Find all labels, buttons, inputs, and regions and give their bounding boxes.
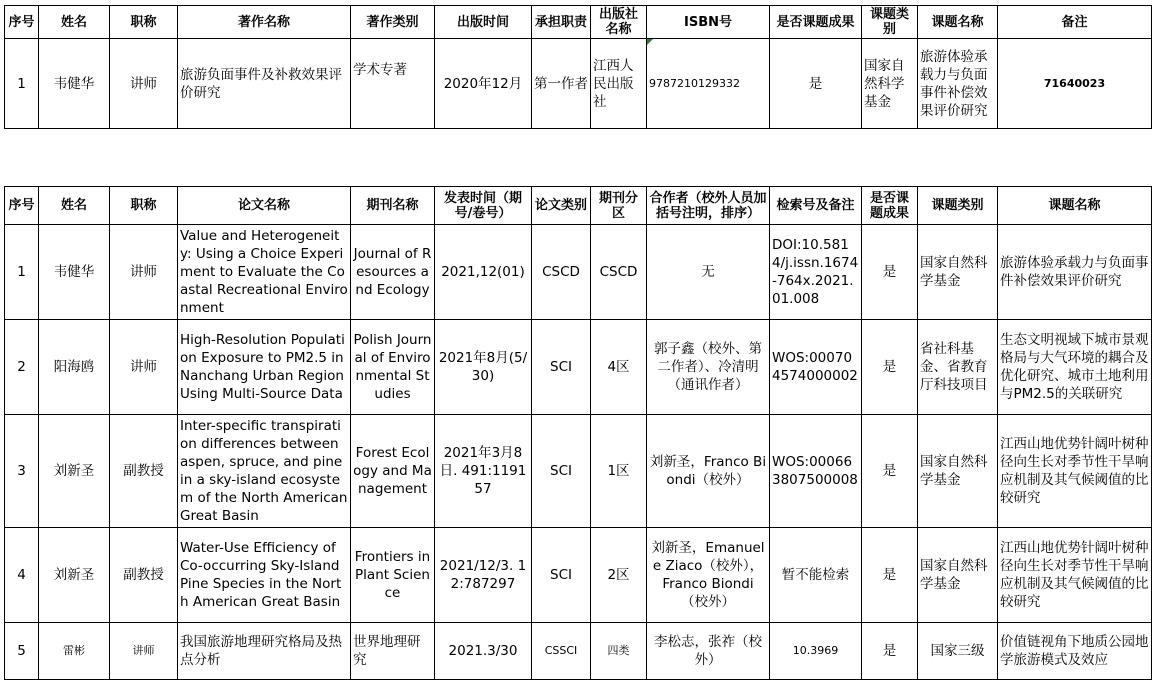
name-cell[interactable]: 刘新圣 <box>39 415 110 528</box>
seq-cell[interactable]: 1 <box>5 225 39 320</box>
header-cell[interactable]: 论文名称 <box>178 187 351 225</box>
header-cell[interactable]: 课题类别 <box>862 6 918 39</box>
category-cell[interactable]: CSCD <box>532 225 591 320</box>
zone-cell[interactable]: 4区 <box>591 320 647 415</box>
header-cell[interactable]: 课题名称 <box>918 6 998 39</box>
project-type-cell[interactable]: 国家自然科学基金 <box>862 39 918 129</box>
project-name-cell[interactable]: 旅游体验承载力与负面事件补偿效果评价研究 <box>998 225 1152 320</box>
category-cell[interactable]: SCI <box>532 415 591 528</box>
table-row <box>5 39 1152 129</box>
header-cell[interactable]: 是否课题成果 <box>862 187 918 225</box>
category-cell[interactable]: CSSCI <box>532 623 591 680</box>
header-cell[interactable]: 合作者（校外人员加括号注明，排序） <box>647 187 770 225</box>
header-cell[interactable]: 出版社名称 <box>591 6 647 39</box>
header-cell[interactable]: 职称 <box>110 6 178 39</box>
date-cell[interactable]: 2021.3/30 <box>435 623 532 680</box>
name-cell[interactable]: 刘新圣 <box>39 528 110 623</box>
date-cell[interactable]: 2021年8月(5/30) <box>435 320 532 415</box>
journal-cell[interactable]: Frontiers in Plant Science <box>351 528 435 623</box>
zone-cell[interactable]: CSCD <box>591 225 647 320</box>
header-cell[interactable]: 发表时间（期号/卷号） <box>435 187 532 225</box>
header-cell[interactable]: 论文类别 <box>532 187 591 225</box>
header-cell[interactable]: 著作名称 <box>178 6 351 39</box>
index-cell[interactable]: WOS:000704574000002 <box>770 320 862 415</box>
date-cell[interactable]: 2021,12(01) <box>435 225 532 320</box>
table-row <box>5 623 1152 680</box>
coauthors-cell[interactable]: 刘新圣，Franco Biondi（校外） <box>647 415 770 528</box>
papers-header-row <box>5 187 1152 225</box>
header-cell[interactable]: 期刊分区 <box>591 187 647 225</box>
category-cell[interactable]: SCI <box>532 528 591 623</box>
comment-marker-icon <box>647 39 653 45</box>
table-row <box>5 528 1152 623</box>
name-cell[interactable]: 韦健华 <box>39 39 110 129</box>
project-type-cell[interactable]: 国家自然科学基金 <box>918 225 998 320</box>
journal-cell[interactable]: 世界地理研究 <box>351 623 435 680</box>
title-cell[interactable]: 讲师 <box>110 39 178 129</box>
seq-cell[interactable]: 3 <box>5 415 39 528</box>
title-cell[interactable]: 副教授 <box>110 415 178 528</box>
category-cell[interactable]: 学术专著 <box>351 39 435 129</box>
project-name-cell[interactable]: 价值链视角下地质公园地学旅游模式及效应 <box>998 623 1152 680</box>
papers-table <box>4 186 1152 680</box>
table-row <box>5 225 1152 320</box>
journal-cell[interactable]: Forest Ecology and Management <box>351 415 435 528</box>
seq-cell[interactable]: 4 <box>5 528 39 623</box>
zone-cell[interactable]: 1区 <box>591 415 647 528</box>
coauthors-cell[interactable]: 刘新圣，Emanuele Ziaco（校外），Franco Biondi（校外） <box>647 528 770 623</box>
header-cell[interactable]: 课题类别 <box>918 187 998 225</box>
index-cell[interactable]: 暂不能检索 <box>770 528 862 623</box>
zone-cell[interactable]: 2区 <box>591 528 647 623</box>
title-cell[interactable]: 讲师 <box>110 320 178 415</box>
paper-cell[interactable]: Inter-specific transpiration differences between aspen, spruce, and pine in a sky-island ecosystem of the North American Great Basin <box>178 415 351 528</box>
date-cell[interactable]: 2020年12月 <box>435 39 532 129</box>
project-name-cell[interactable]: 江西山地优势针阔叶树种径向生长对季节性干旱响应机制及其气候阈值的比较研究 <box>998 528 1152 623</box>
project-name-cell[interactable]: 生态文明视域下城市景观格局与大气环境的耦合及优化研究、城市土地利用与PM2.5的关联研究 <box>998 320 1152 415</box>
title-cell[interactable]: 讲师 <box>110 225 178 320</box>
project-type-cell[interactable]: 国家三级 <box>918 623 998 680</box>
title-cell[interactable]: 讲师 <box>110 623 178 680</box>
paper-cell[interactable]: High-Resolution Population Exposure to PM2.5 in Nanchang Urban Region Using Multi-Source Data <box>178 320 351 415</box>
header-cell[interactable]: 是否课题成果 <box>770 6 862 39</box>
blank-rows <box>4 129 1161 186</box>
name-cell[interactable]: 雷彬 <box>39 623 110 680</box>
table-row <box>5 415 1152 528</box>
category-cell[interactable]: SCI <box>532 320 591 415</box>
date-cell[interactable]: 2021年3月8日. 491:119157 <box>435 415 532 528</box>
is-result-cell[interactable]: 是 <box>862 225 918 320</box>
project-type-cell[interactable]: 省社科基金、省教育厅科技项目 <box>918 320 998 415</box>
table-row <box>5 320 1152 415</box>
zone-cell[interactable]: 四类 <box>591 623 647 680</box>
publisher-cell[interactable]: 江西人民出版社 <box>591 39 647 129</box>
date-cell[interactable]: 2021/12/3. 12:787297 <box>435 528 532 623</box>
name-cell[interactable]: 阳海鸥 <box>39 320 110 415</box>
journal-cell[interactable]: Polish Journal of Environmental Studies <box>351 320 435 415</box>
seq-cell[interactable]: 1 <box>5 39 39 129</box>
header-cell[interactable]: 职称 <box>110 187 178 225</box>
seq-cell[interactable]: 2 <box>5 320 39 415</box>
is-result-cell[interactable]: 是 <box>862 415 918 528</box>
header-cell[interactable]: 检索号及备注 <box>770 187 862 225</box>
header-cell[interactable]: 出版时间 <box>435 6 532 39</box>
journal-cell[interactable]: Journal of Resources and Ecology <box>351 225 435 320</box>
index-cell[interactable]: 10.3969 <box>770 623 862 680</box>
name-cell[interactable]: 韦健华 <box>39 225 110 320</box>
index-cell[interactable]: DOI:10.5814/j.issn.1674-764x.2021.01.008 <box>770 225 862 320</box>
header-cell[interactable]: 著作类别 <box>351 6 435 39</box>
project-type-cell[interactable]: 国家自然科学基金 <box>918 528 998 623</box>
project-name-cell[interactable]: 旅游体验承载力与负面事件补偿效果评价研究 <box>918 39 998 129</box>
role-cell[interactable]: 第一作者 <box>532 39 591 129</box>
is-result-cell[interactable]: 是 <box>862 320 918 415</box>
paper-cell[interactable]: 我国旅游地理研究格局及热点分析 <box>178 623 351 680</box>
coauthors-cell[interactable]: 郭子鑫（校外、第二作者）、冷清明（通讯作者） <box>647 320 770 415</box>
books-header-row <box>5 6 1152 39</box>
project-name-cell[interactable]: 江西山地优势针阔叶树种径向生长对季节性干旱响应机制及其气候阈值的比较研究 <box>998 415 1152 528</box>
is-result-cell[interactable]: 是 <box>862 528 918 623</box>
is-result-cell[interactable]: 是 <box>862 623 918 680</box>
coauthors-cell[interactable]: 李松志，张祚（校外） <box>647 623 770 680</box>
work-cell[interactable]: 旅游负面事件及补救效果评价研究 <box>178 39 351 129</box>
title-cell[interactable]: 副教授 <box>110 528 178 623</box>
seq-cell[interactable]: 5 <box>5 623 39 680</box>
header-cell[interactable]: 备注 <box>998 6 1152 39</box>
is-result-cell[interactable]: 是 <box>770 39 862 129</box>
paper-cell[interactable]: Water-Use Efficiency of Co-occurring Sky-Island Pine Species in the North American Great Basin <box>178 528 351 623</box>
header-cell[interactable]: 课题名称 <box>998 187 1152 225</box>
paper-cell[interactable]: Value and Heterogeneity: Using a Choice Experiment to Evaluate the Coastal Recreational Environment <box>178 225 351 320</box>
books-table <box>4 5 1152 129</box>
project-type-cell[interactable]: 国家自然科学基金 <box>918 415 998 528</box>
isbn-value: 9787210129332 <box>649 76 740 90</box>
header-cell[interactable]: 姓名 <box>39 187 110 225</box>
header-cell[interactable]: 序号 <box>5 6 39 39</box>
coauthors-cell[interactable]: 无 <box>647 225 770 320</box>
header-cell[interactable]: 姓名 <box>39 6 110 39</box>
header-cell[interactable]: 期刊名称 <box>351 187 435 225</box>
header-cell[interactable]: 承担职责 <box>532 6 591 39</box>
header-cell[interactable]: ISBN号 <box>647 6 770 39</box>
isbn-cell[interactable] <box>647 39 770 129</box>
index-cell[interactable]: WOS:000663807500008 <box>770 415 862 528</box>
header-cell[interactable]: 序号 <box>5 187 39 225</box>
note-cell[interactable]: 71640023 <box>998 39 1152 129</box>
